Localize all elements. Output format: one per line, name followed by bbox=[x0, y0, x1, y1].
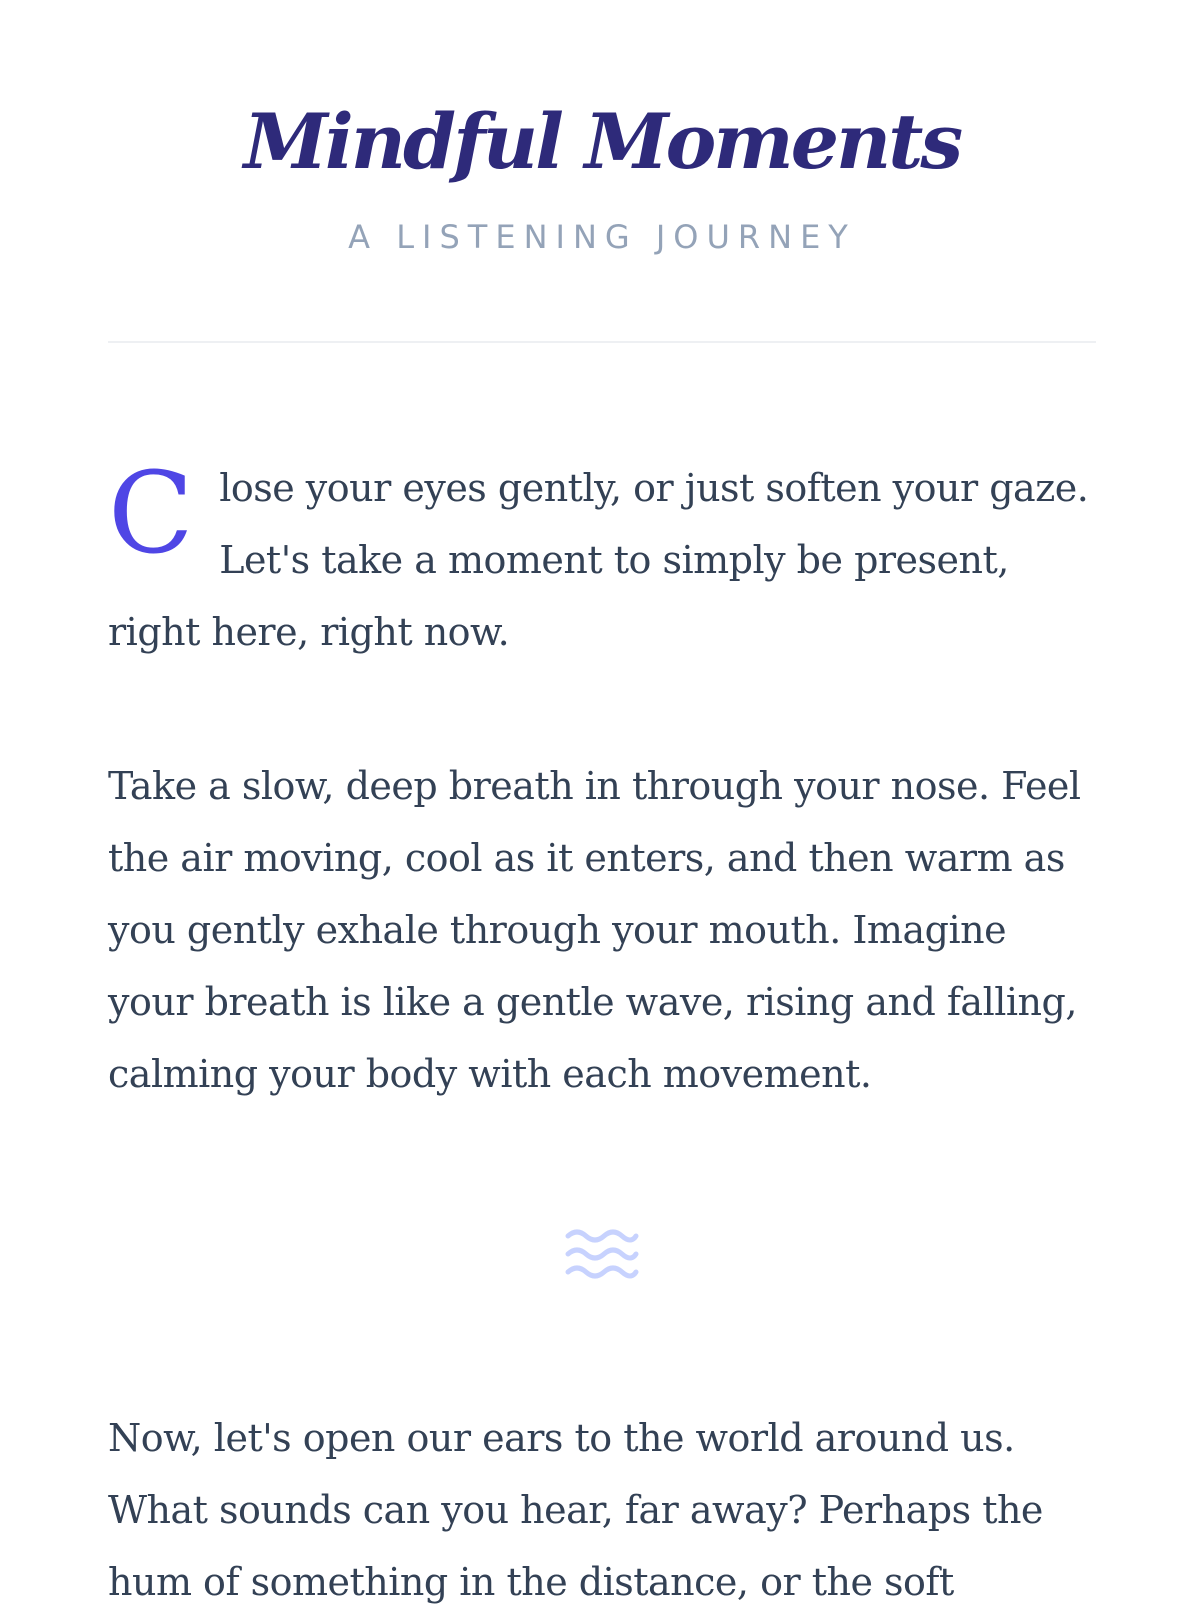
paragraph-listening: Now, let's open our ears to the world around us. What sounds can you hear, far away? Perhaps the hum of something in the distance, or the soft bbox=[108, 1416, 1043, 1604]
wave-line-middle bbox=[568, 1250, 636, 1258]
wave-line-bottom bbox=[568, 1268, 636, 1276]
wave-icon bbox=[564, 1226, 640, 1284]
paragraph-intro-text: lose your eyes gently, or just soften your gaze. Let's take a moment to simply be present, right here, right now. bbox=[108, 466, 1089, 654]
header-divider bbox=[108, 341, 1096, 343]
wave-line-top bbox=[568, 1232, 636, 1240]
page-subtitle: A LISTENING JOURNEY bbox=[348, 218, 856, 256]
drop-cap: C bbox=[108, 449, 194, 579]
page-title: Mindful Moments bbox=[243, 97, 961, 186]
paragraph-breathing: Take a slow, deep breath in through your nose. Feel the air moving, cool as it enters, and then warm as you gently exhale through your mouth. Imagine your breath is like a gentle wave, rising and falling, calming your body with each movement. bbox=[108, 764, 1081, 1096]
paragraph-intro bbox=[108, 449, 1096, 668]
